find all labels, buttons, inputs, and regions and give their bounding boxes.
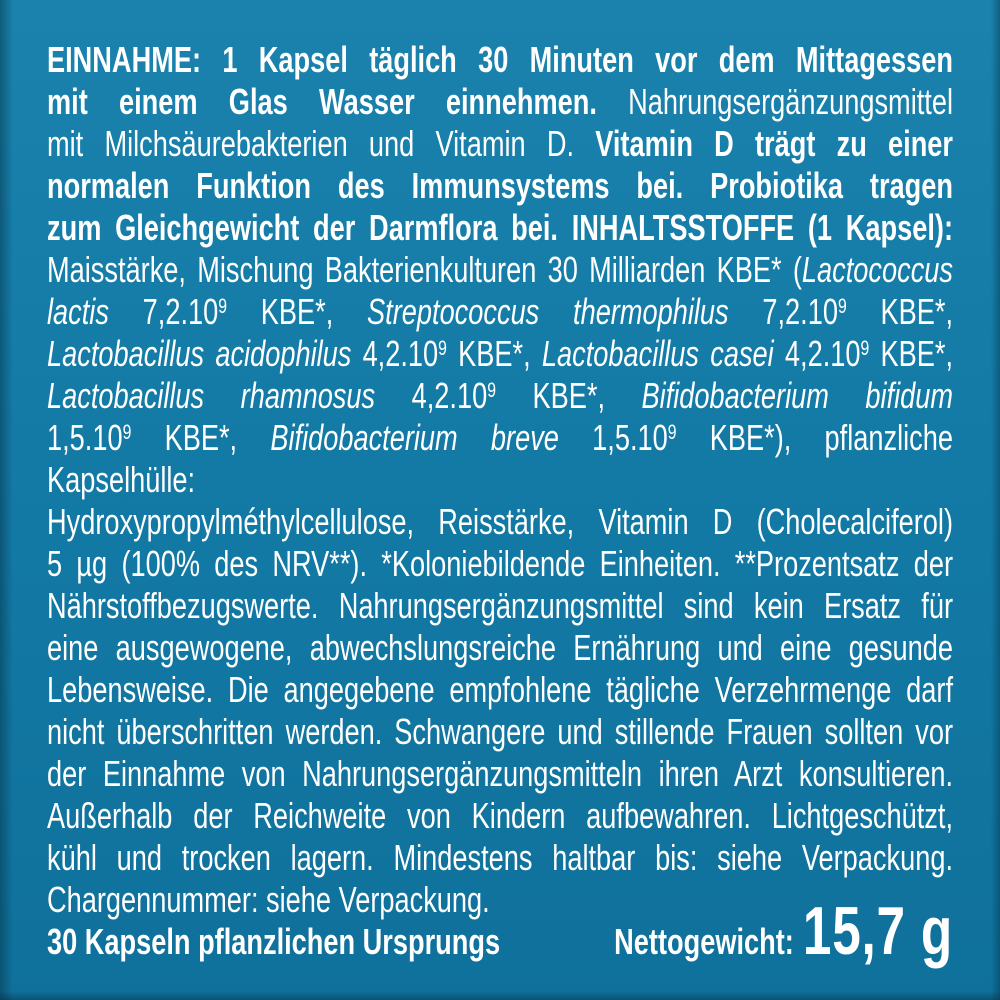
label-line: [47, 375, 953, 417]
label-text: [47, 39, 953, 921]
label-text-block: [47, 39, 954, 920]
label-text-segment: KBE*), pflanzliche Kapselhülle:: [47, 417, 953, 500]
label-text-segment: Lactobacillus rhamnosus: [47, 375, 376, 416]
label-line: [47, 81, 953, 123]
label-text-segment: KBE*,: [495, 375, 642, 416]
label-text-segment: Hydroxypropylméthylcellulose, Reisstärke, Vitamin D (Cholecalciferol): [47, 501, 953, 542]
label-text-segment: Streptococcus thermophilus: [367, 291, 729, 332]
capsule-count-text: 30 Kapseln pflanzlichen Ursprungs: [47, 921, 501, 962]
label-text-segment: Chargennummer: siehe Verpackung.: [47, 879, 490, 920]
label-text-segment: Bifidobacterium bifidum: [641, 375, 954, 416]
label-text-segment: mit einem Glas Wasser einnehmen.: [47, 81, 629, 122]
label-text-segment: 9: [438, 337, 447, 361]
label-text-segment: 9: [487, 379, 496, 403]
label-text-segment: KBE*,: [131, 417, 271, 458]
label-line: [47, 333, 953, 375]
label-footer: [47, 893, 953, 987]
label-text-segment: 9: [218, 295, 228, 319]
label-line: [47, 711, 953, 753]
label-text-segment: nicht überschritten werden. Schwangere und stillende Frauen sollten vor: [47, 711, 953, 752]
label-line: [47, 207, 953, 249]
label-text-segment: 4,2.10: [375, 375, 488, 416]
label-text-segment: Nährstoffbezugswerte. Nahrungsergänzungsmittel sind kein Ersatz für: [47, 585, 953, 626]
label-line: [47, 543, 953, 585]
label-text-segment: eine ausgewogene, abwechslungsreiche Ernährung und eine gesunde: [47, 627, 953, 668]
label-text-segment: Außerhalb der Reichweite von Kindern aufbewahren. Lichtgeschützt,: [47, 795, 953, 836]
label-line: [47, 501, 953, 543]
footer-row: [47, 893, 953, 969]
label-text-segment: 1,5.10: [558, 417, 668, 458]
label-text-segment: kühl und trocken lagern. Mindestens haltbar bis: siehe Verpackung.: [47, 837, 953, 878]
label-text-segment: Lebensweise. Die angegebene empfohlene tägliche Verzehrmenge darf: [47, 669, 953, 710]
label-line: [47, 669, 953, 711]
label-text-segment: Lactobacillus casei: [541, 333, 774, 374]
net-weight-group: [614, 893, 953, 969]
label-text-segment: KBE*,: [446, 333, 542, 374]
label-text-segment: der Einnahme von Nahrungsergänzungsmitteln ihren Arzt konsultieren.: [47, 753, 953, 794]
label-text-segment: KBE*,: [227, 291, 368, 332]
label-line: [47, 249, 953, 291]
label-text-segment: normalen Funktion des Immunsystems bei. Probiotika tragen: [47, 165, 953, 206]
label-text-segment: 9: [667, 421, 677, 445]
label-line: [47, 165, 953, 207]
label-line: [47, 795, 953, 837]
label-text-segment: 7,2.10: [728, 291, 838, 332]
label-edge-shadow-right: [991, 0, 1000, 1000]
label-text-segment: 1,5.10: [47, 417, 123, 458]
label-text-segment: Maisstärke, Mischung Bakterienkulturen 30 Milliarden KBE* (: [47, 249, 802, 290]
label-text-segment: Lactobacillus acidophilus: [47, 333, 352, 374]
label-text-segment: 4,2.10: [351, 333, 439, 374]
label-text-segment: mit Milchsäurebakterien und Vitamin D.: [47, 123, 596, 164]
label-text-segment: 9: [837, 295, 847, 319]
label-text-segment: Bifidobacterium breve: [270, 417, 559, 458]
label-edge-shadow-bottom: [0, 991, 1000, 1000]
label-text-segment: KBE*,: [846, 291, 953, 332]
label-line: [47, 627, 953, 669]
label-text-segment: Vitamin D trägt zu einer: [595, 123, 954, 164]
label-line: [47, 291, 953, 333]
net-weight-label: Nettogewicht:: [614, 921, 794, 962]
label-text-segment: 9: [122, 421, 132, 445]
label-text-segment: lactis: [47, 291, 109, 332]
label-line: [47, 123, 953, 165]
label-line: [47, 753, 953, 795]
label-line: [47, 39, 953, 81]
label-text-segment: 9: [860, 337, 870, 361]
label-text-segment: 5 µg (100% des NRV**). *Koloniebildende Einheiten. **Prozentsatz der: [47, 543, 953, 584]
label-text-segment: 4,2.10: [773, 333, 861, 374]
label-edge-shadow-left: [0, 0, 13, 1000]
label-text-segment: Lactococcus: [801, 249, 953, 290]
label-text-segment: KBE*,: [869, 333, 953, 374]
label-text-segment: Nahrungsergänzungsmittel: [628, 81, 953, 122]
label-text-segment: 7,2.10: [108, 291, 219, 332]
label-text-segment: zum Gleichgewicht der Darmflora bei. INHALTSSTOFFE (1 Kapsel):: [47, 207, 953, 248]
label-text-segment: EINNAHME: 1 Kapsel täglich 30 Minuten vor dem Mittagessen: [47, 39, 953, 80]
label-line: [47, 585, 953, 627]
net-weight-value: 15,7 g: [802, 893, 953, 969]
label-line: [47, 837, 953, 879]
label-line: [47, 417, 953, 501]
